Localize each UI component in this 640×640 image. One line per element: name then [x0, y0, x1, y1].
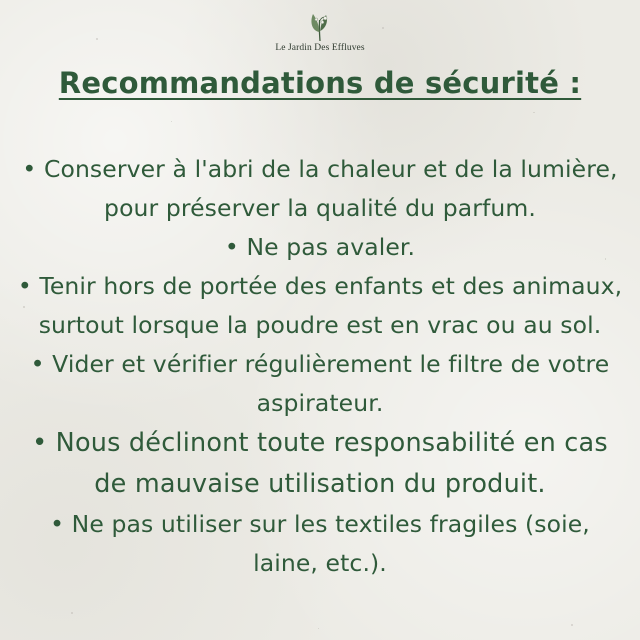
brand-logo	[0, 10, 640, 53]
paper-speck	[533, 112, 535, 113]
lily-of-the-valley-icon	[307, 10, 333, 42]
recommendation-item: • Tenir hors de portée des enfants et des animaux, surtout lorsque la poudre est en vrac ou au sol.	[17, 272, 623, 339]
paper-speck	[171, 121, 172, 122]
paper-speck	[571, 624, 573, 626]
recommendation-item: • Ne pas avaler.	[224, 233, 416, 261]
paper-speck	[318, 628, 319, 629]
recommendation-item: • Ne pas utiliser sur les textiles fragiles (soie, laine, etc.).	[50, 510, 590, 577]
page-title: Recommandations de sécurité :	[58, 66, 582, 100]
brand-name: Le Jardin Des Effluves	[275, 43, 365, 53]
recommendation-item: • Nous déclinont toute responsabilité en cas de mauvaise utilisation du produit.	[32, 428, 608, 499]
recommendations-list	[14, 150, 626, 583]
recommendation-item: • Vider et vérifier régulièrement le filtre de votre aspirateur.	[30, 350, 610, 417]
paper-speck	[71, 612, 73, 614]
recommendation-item: • Conserver à l'abri de la chaleur et de la lumière, pour préserver la qualité du parfum.	[22, 155, 618, 222]
